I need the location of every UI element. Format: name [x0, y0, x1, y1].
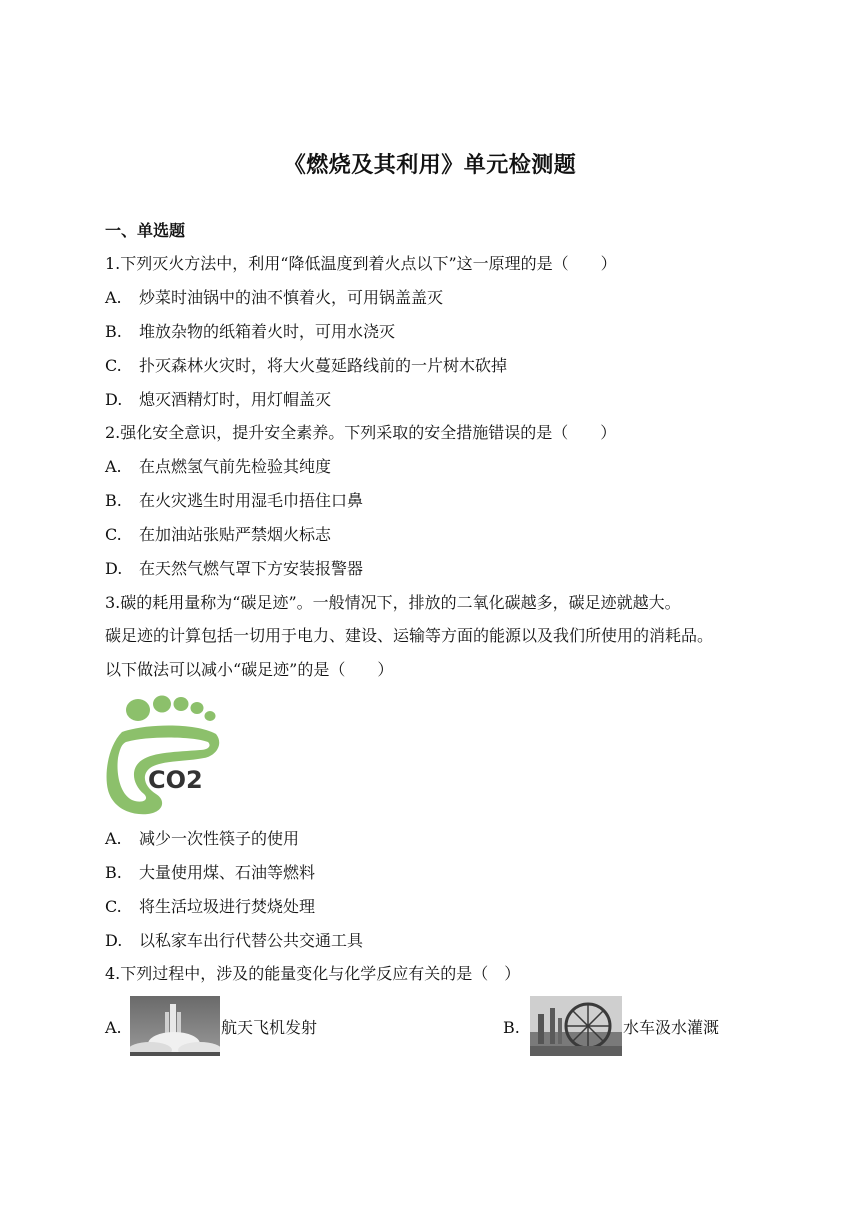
- option-letter: D.: [105, 931, 123, 950]
- option-text: 炒菜时油锅中的油不慎着火，可用锅盖盖灭: [139, 288, 444, 307]
- question-2-option-a: [105, 456, 331, 478]
- option-letter: C.: [105, 356, 122, 375]
- toe-5: [205, 711, 216, 721]
- question-3-stem-line-3: 以下做法可以减小“碳足迹”的是（ ）: [105, 660, 394, 679]
- toe-2: [153, 696, 171, 713]
- shuttle-launch-photo: [130, 996, 220, 1056]
- question-1-option-b: [105, 321, 395, 343]
- question-2-option-c: [105, 524, 331, 546]
- question-4-option-b-text: 水车汲水灌溉: [623, 1018, 720, 1037]
- question-4-option-a-text: 航天飞机发射: [221, 1018, 318, 1037]
- question-2-option-d: [105, 558, 363, 580]
- question-3-option-b: [105, 862, 315, 884]
- option-letter: A.: [105, 457, 122, 476]
- option-text: 在火灾逃生时用湿毛巾捂住口鼻: [139, 491, 364, 510]
- option-text: 在点燃氢气前先检验其纯度: [139, 457, 332, 476]
- option-text: 熄灭酒精灯时，用灯帽盖灭: [139, 390, 332, 409]
- option-text: 在天然气燃气罩下方安装报警器: [139, 559, 364, 578]
- option-letter: C.: [105, 897, 122, 916]
- question-1-option-d: [105, 389, 331, 411]
- question-1-stem: 1.下列灭火方法中，利用“降低温度到着火点以下”这一原理的是（ ）: [105, 254, 617, 273]
- option-letter: C.: [105, 525, 122, 544]
- question-3-stem-line-1: 3.碳的耗用量称为“碳足迹”。一般情况下，排放的二氧化碳越多，碳足迹就越大。: [105, 593, 681, 612]
- option-letter: B.: [105, 863, 122, 882]
- section-heading: 一、单选题: [105, 221, 186, 240]
- option-letter: A.: [105, 829, 122, 848]
- question-4-option-b-letter: B.: [503, 1018, 520, 1037]
- question-4-stem: 4.下列过程中，涉及的能量变化与化学反应有关的是（ ）: [105, 964, 521, 983]
- question-3-option-c: [105, 896, 315, 918]
- option-letter: A.: [105, 288, 122, 307]
- page-title: 《燃烧及其利用》单元检测题: [283, 153, 577, 178]
- question-3-option-d: [105, 930, 363, 952]
- toe-4: [191, 702, 204, 714]
- question-3-stem-line-2: 碳足迹的计算包括一切用于电力、建设、运输等方面的能源以及我们所使用的消耗品。: [105, 626, 714, 645]
- question-1-option-a: [105, 287, 443, 309]
- option-letter: D.: [105, 559, 123, 578]
- option-text: 减少一次性筷子的使用: [139, 829, 300, 848]
- option-letter: D.: [105, 390, 123, 409]
- carbon-footprint-image: [104, 694, 224, 818]
- co2-label: CO2: [148, 766, 203, 794]
- option-text: 在加油站张贴严禁烟火标志: [139, 525, 332, 544]
- question-2-stem: 2.强化安全意识，提升安全素养。下列采取的安全措施错误的是（ ）: [105, 423, 617, 442]
- question-4-option-a-letter: A.: [105, 1018, 122, 1037]
- option-letter: B.: [105, 491, 122, 510]
- question-2-option-b: [105, 490, 363, 512]
- option-text: 扑灭森林火灾时，将大火蔓延路线前的一片树木砍掉: [139, 356, 508, 375]
- question-1-option-c: [105, 355, 507, 377]
- question-3-option-a: [105, 828, 299, 850]
- option-text: 堆放杂物的纸箱着火时，可用水浇灭: [139, 322, 396, 341]
- option-letter: B.: [105, 322, 122, 341]
- option-text: 以私家车出行代替公共交通工具: [139, 931, 364, 950]
- toe-1: [126, 699, 150, 721]
- toe-3: [174, 697, 189, 711]
- option-text: 将生活垃圾进行焚烧处理: [139, 897, 316, 916]
- waterwheel-photo: [530, 996, 622, 1056]
- option-text: 大量使用煤、石油等燃料: [139, 863, 316, 882]
